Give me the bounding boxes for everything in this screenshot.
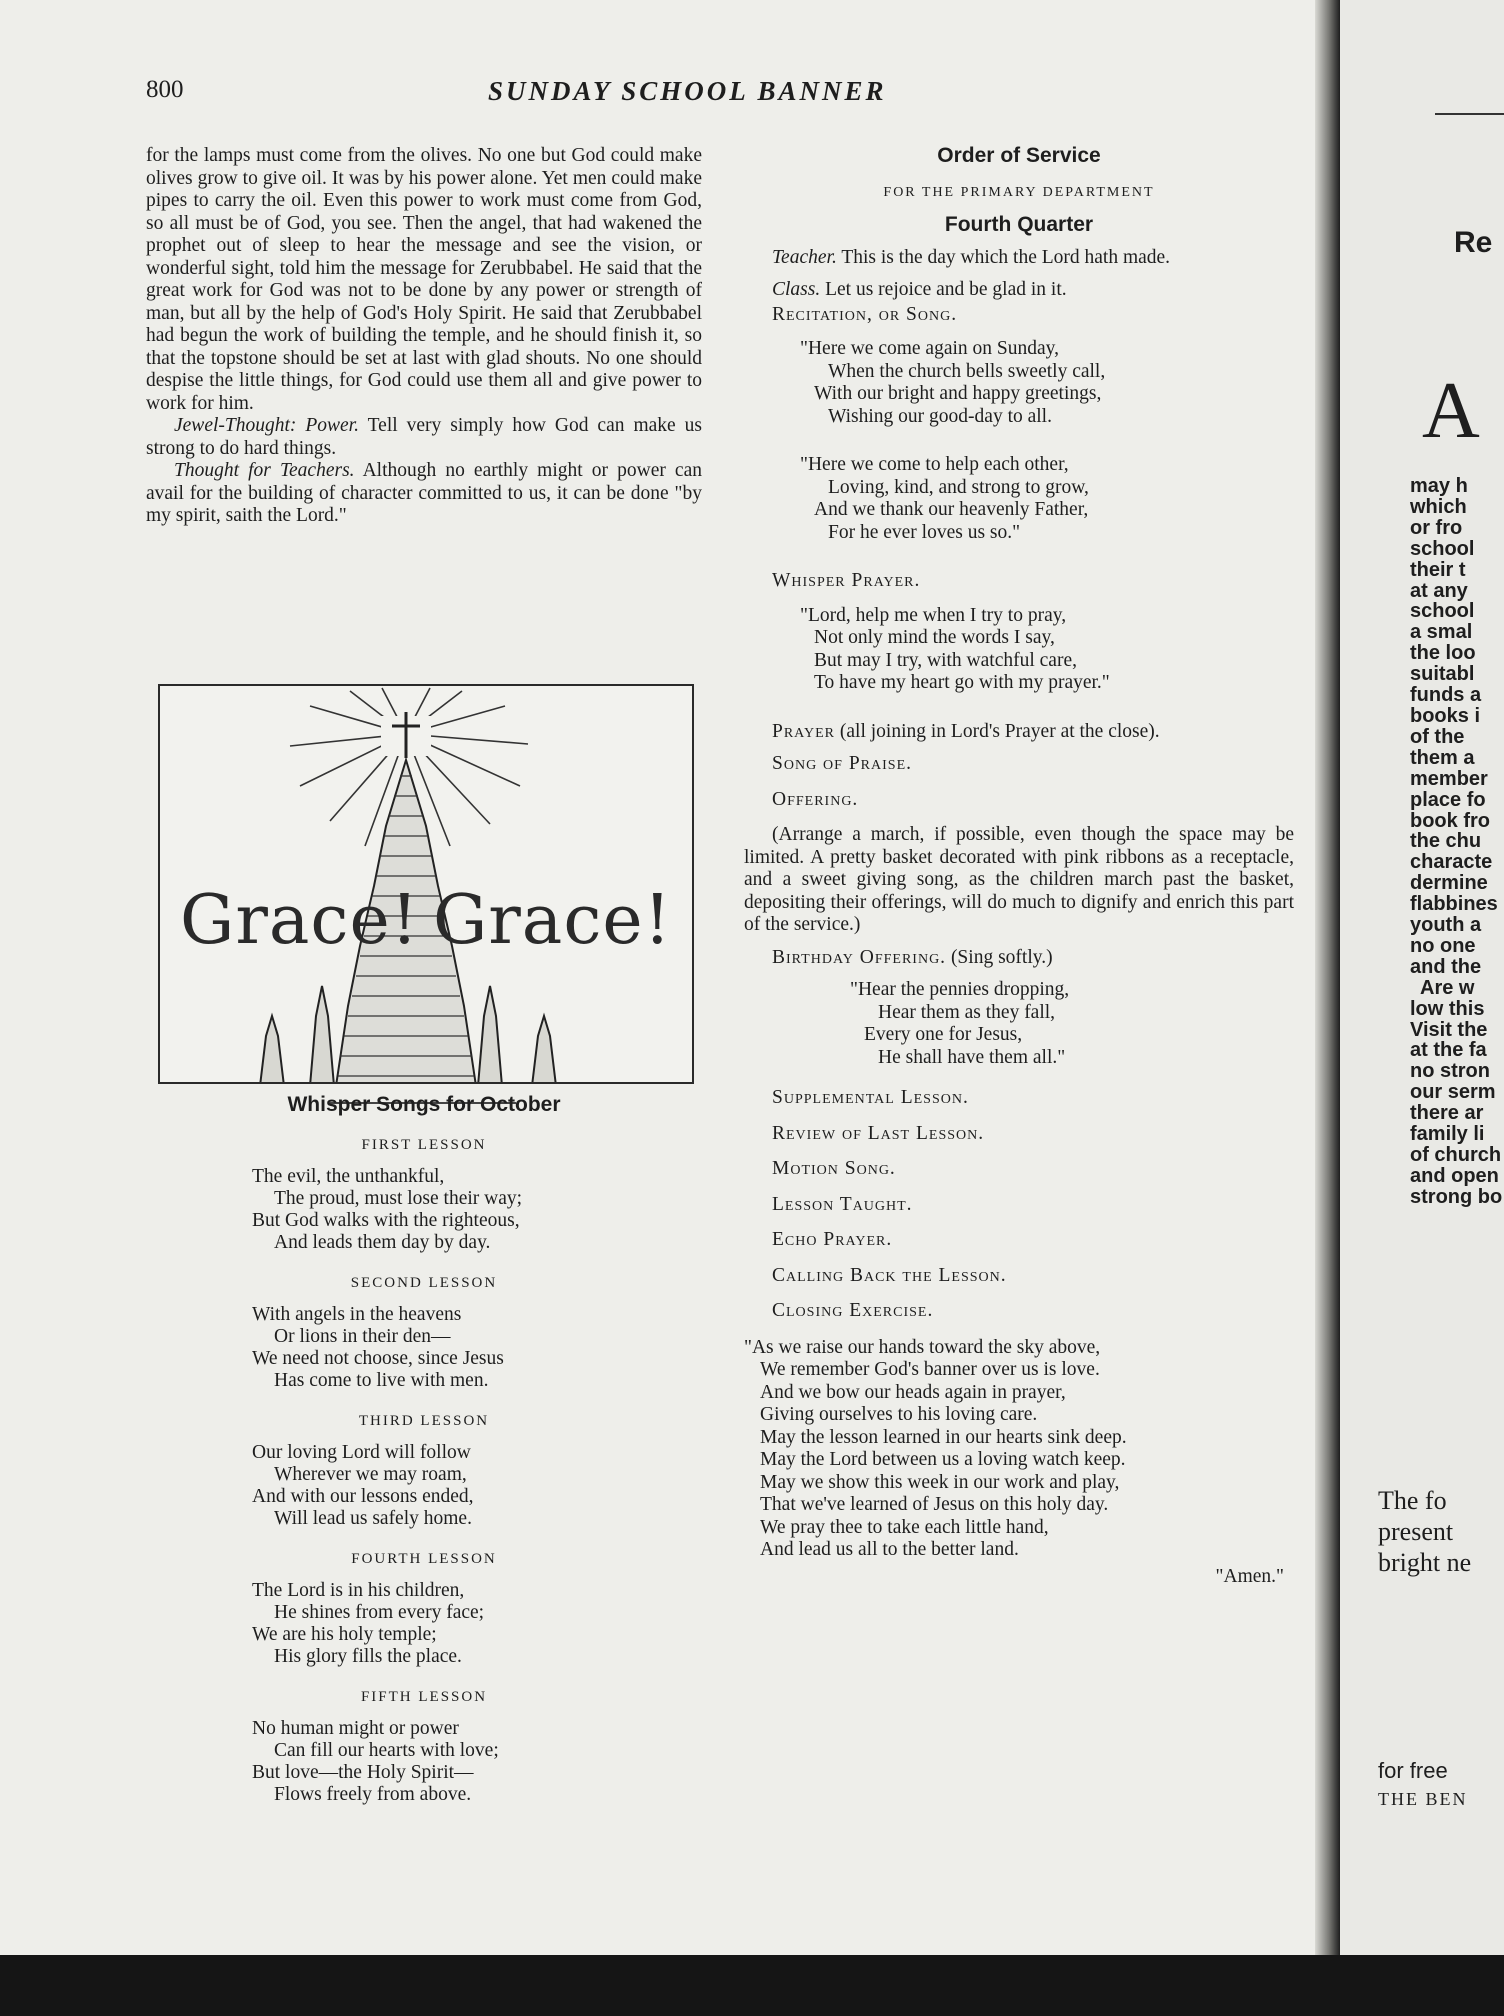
service-item: Lesson Taught. (772, 1193, 913, 1215)
whisper-songs-section (146, 1090, 702, 1824)
jewel-thought-label: Jewel-Thought: Power. (174, 415, 359, 436)
facing-line: may h (1410, 475, 1468, 497)
facing-line: their t (1410, 558, 1466, 581)
facing-line: book fro (1410, 809, 1490, 832)
lesson-heading: FIFTH LESSON (360, 1689, 488, 1705)
poem-line: Loving, kind, and strong to grow, (828, 476, 1089, 498)
facing-line: school (1410, 537, 1475, 560)
poem-pennies (850, 979, 1294, 1069)
book-gutter (1315, 0, 1340, 1960)
order-of-service-title: Order of Service (937, 144, 1101, 167)
quarter-heading: Fourth Quarter (944, 213, 1094, 236)
verse-line: We are his holy temple; (252, 1624, 437, 1645)
poem-line: "Lord, help me when I try to pray, (800, 604, 1067, 626)
song-verse (252, 1580, 702, 1668)
facing-line: The fo (1378, 1486, 1447, 1515)
amen: "Amen." (1215, 1565, 1284, 1587)
lesson-third (146, 1410, 702, 1530)
poem-line: Every one for Jesus, (864, 1024, 1023, 1045)
poem-line: When the church bells sweetly call, (828, 360, 1106, 382)
verse-line: Wherever we may roam, (274, 1464, 467, 1485)
facing-line: of the (1410, 725, 1465, 748)
facing-line: dermine (1410, 872, 1488, 895)
birthday-offering-line (744, 947, 1294, 970)
service-item: Closing Exercise. (772, 1300, 934, 1321)
facing-page-paragraph (1378, 1485, 1471, 1578)
facing-line: Are w (1420, 976, 1475, 999)
teacher-label: Teacher. (772, 246, 837, 268)
poem-line: But may I try, with watchful care, (814, 649, 1077, 671)
poem-line: With our bright and happy greetings, (814, 383, 1102, 404)
poem-line: Hear them as they fall, (878, 1001, 1056, 1023)
poem-line: We pray thee to take each little hand, (760, 1516, 1049, 1538)
poem-line: And lead us all to the better land. (760, 1539, 1019, 1560)
verse-line: The evil, the unthankful, (252, 1166, 445, 1187)
poem-line: And we thank our heavenly Father, (814, 499, 1089, 520)
song-verse (252, 1442, 702, 1530)
service-item: Calling Back the Lesson. (772, 1264, 1007, 1286)
whisper-songs-title: Whisper Songs for October (287, 1093, 561, 1116)
class-text: Let us rejoice and be glad in it. (820, 279, 1067, 300)
verse-line: With angels in the heavens (252, 1304, 462, 1325)
left-column (146, 145, 702, 528)
facing-line: member (1410, 767, 1488, 790)
facing-line: present (1378, 1517, 1454, 1546)
poem-line: For he ever loves us so." (828, 521, 1021, 543)
lesson-fourth (146, 1548, 702, 1668)
song-of-praise-heading: Song of Praise. (772, 753, 912, 774)
facing-line: them a (1410, 746, 1475, 769)
lesson-heading: FOURTH LESSON (351, 1551, 497, 1567)
recitation-heading: Recitation, or Song. (772, 303, 958, 325)
facing-line: and open (1410, 1164, 1499, 1187)
verse-line: Our loving Lord will follow (252, 1442, 471, 1463)
thought-for-teachers (146, 460, 702, 528)
page-number: 800 (146, 76, 184, 103)
birthday-offering-label: Birthday Offering. (772, 946, 947, 968)
verse-line: Can fill our hearts with love; (274, 1740, 499, 1761)
offering-heading: Offering. (772, 788, 859, 810)
poem-line: "As we raise our hands toward the sky above, (744, 1336, 1101, 1358)
facing-line: there ar (1410, 1102, 1484, 1125)
facing-line: at any (1410, 579, 1468, 602)
facing-line: at the fa (1410, 1039, 1487, 1062)
verse-line: The proud, must lose their way; (274, 1188, 523, 1209)
birthday-offering-text: (Sing softly.) (946, 946, 1053, 968)
service-item: Supplemental Lesson. (772, 1087, 969, 1108)
song-verse (252, 1304, 702, 1392)
facing-line: suitabl (1410, 663, 1475, 686)
poem-line: May the Lord between us a loving watch keep. (760, 1449, 1126, 1470)
facing-line: or fro (1410, 516, 1463, 539)
verse-line: But love—the Holy Spirit— (252, 1762, 474, 1783)
facing-line: which (1410, 495, 1467, 518)
facing-line: strong bo (1410, 1185, 1503, 1208)
facing-line: bright ne (1378, 1548, 1472, 1577)
facing-line: no one (1410, 934, 1476, 957)
song-verse (252, 1166, 702, 1254)
poem-line: Wishing our good-day to all. (828, 405, 1052, 427)
facing-line: the chu (1410, 830, 1482, 853)
verse-line: He shines from every face; (274, 1602, 485, 1623)
order-of-service-subtitle: FOR THE PRIMARY DEPARTMENT (883, 184, 1155, 200)
lesson-paragraph: for the lamps must come from the olives. No one but God could make olives grow to give oil. It was by his power alone. Yet men could make pipes to carry the oil. Even this power to work must come from God, so all must be of God, you see. Then the angel, that had wakened the prophet out of sleep to hear the message and see the vision, or wonderful sight, told him the message for Zerubbabel. He said that the great work for God was not to be done by any power or strength of man, but all by the help of God's Holy Spirit. He said that Zerubbabel had begun the work of building the temple, and he should finish it, so that the topstone should be set at last with glad shouts. No one should despise the little things, for God could use them all and give power to work for him. (146, 145, 702, 414)
verse-line: And with our lessons ended, (252, 1486, 474, 1507)
facing-line: flabbines (1410, 893, 1498, 916)
facing-page-drop-cap: A (1422, 367, 1480, 455)
poem-line: That we've learned of Jesus on this holy day. (760, 1494, 1109, 1515)
service-item: Review of Last Lesson. (772, 1122, 985, 1144)
poem-line: "Here we come to help each other, (800, 454, 1069, 475)
lesson-fifth (146, 1686, 702, 1806)
facing-line: books i (1410, 704, 1481, 727)
verse-line: Will lead us safely home. (274, 1508, 472, 1529)
lesson-first (146, 1134, 702, 1254)
lesson-heading: SECOND LESSON (350, 1275, 498, 1291)
thought-for-teachers-label: Thought for Teachers. (174, 460, 355, 481)
facing-line: no stron (1410, 1060, 1490, 1083)
poem-line: "Hear the pennies dropping, (850, 979, 1070, 1000)
poem-line: To have my heart go with my prayer." (814, 672, 1110, 693)
jewel-thought (146, 415, 702, 460)
facing-line: characte (1410, 851, 1493, 874)
grace-illustration (158, 684, 694, 1084)
poem-line: And we bow our heads again in prayer, (760, 1381, 1066, 1403)
prayer-line (744, 721, 1294, 744)
scan-border (0, 1955, 1504, 2016)
verse-line: We need not choose, since Jesus (252, 1348, 504, 1369)
song-verse (252, 1718, 702, 1806)
poem-line: He shall have them all." (878, 1046, 1066, 1068)
verse-line: His glory fills the place. (274, 1646, 462, 1667)
facing-line: of church (1410, 1144, 1502, 1166)
poem-line: May we show this week in our work and play, (760, 1471, 1120, 1493)
facing-line: our serm (1410, 1081, 1496, 1104)
verse-line: And leads them day by day. (274, 1232, 491, 1253)
facing-line: funds a (1410, 684, 1482, 707)
facing-line: a smal (1410, 621, 1473, 644)
facing-page-rule (1435, 113, 1504, 115)
class-line (744, 279, 1294, 302)
facing-page-body (1410, 476, 1502, 1208)
offering-note: (Arrange a march, if possible, even though the space may be limited. A pretty basket decorated with pink ribbons as a receptacle, and a sweet giving song, as the children march past the basket, depositing their offerings, will do much to dignify and enrich this part of the service.) (744, 824, 1294, 935)
verse-line: Has come to live with men. (274, 1370, 489, 1391)
poem-here-we-come (800, 338, 1294, 428)
facing-line: and the (1410, 955, 1482, 978)
lesson-second (146, 1272, 702, 1392)
service-item: Echo Prayer. (772, 1229, 893, 1250)
poem-lord-help-me (800, 605, 1294, 695)
facing-line: place fo (1410, 788, 1486, 811)
facing-line: the loo (1410, 642, 1476, 665)
prayer-label: Prayer (772, 720, 836, 742)
whisper-prayer-heading: Whisper Prayer. (772, 570, 921, 591)
facing-page-fragment (1340, 0, 1504, 1985)
facing-line: THE BEN (1378, 1789, 1468, 1809)
lesson-heading: FIRST LESSON (361, 1137, 487, 1153)
order-of-service (744, 145, 1294, 1588)
closing-poem (744, 1337, 1294, 1562)
grace-word-right: Grace! (432, 881, 672, 960)
facing-line: for free (1378, 1758, 1448, 1783)
facing-page-footer (1378, 1757, 1468, 1813)
facing-line: youth a (1410, 914, 1482, 937)
grace-word-left: Grace! (180, 881, 420, 960)
facing-line: school (1410, 600, 1475, 623)
teacher-line (744, 247, 1294, 270)
jewel-thought-text: Tell very simply how God can make us strong to do hard things. (146, 415, 702, 459)
prayer-text: (all joining in Lord's Prayer at the close). (835, 720, 1160, 742)
verse-line: Or lions in their den— (274, 1326, 451, 1347)
poem-line: May the lesson learned in our hearts sink deep. (760, 1426, 1127, 1448)
thought-for-teachers-text: Although no earthly might or power can avail for the building of character committed to us, it can be done "by my spirit, saith the Lord." (146, 460, 702, 526)
teacher-text: This is the day which the Lord hath made. (836, 246, 1171, 268)
facing-line: Visit the (1410, 1018, 1488, 1041)
poem-help-each-other (800, 454, 1294, 544)
service-item: Motion Song. (772, 1158, 896, 1179)
facing-line: family li (1410, 1123, 1485, 1146)
poem-line: We remember God's banner over us is love. (760, 1359, 1100, 1380)
facing-page-heading: Re (1454, 226, 1493, 259)
verse-line: The Lord is in his children, (252, 1580, 465, 1601)
verse-line: But God walks with the righteous, (252, 1210, 520, 1231)
lesson-heading: THIRD LESSON (358, 1413, 490, 1429)
facing-line: low this (1410, 997, 1485, 1020)
verse-line: No human might or power (252, 1718, 459, 1739)
poem-line: Giving ourselves to his loving care. (760, 1404, 1038, 1425)
class-label: Class. (772, 279, 821, 300)
running-title: SUNDAY SCHOOL BANNER (488, 76, 887, 106)
poem-line: "Here we come again on Sunday, (800, 338, 1060, 359)
verse-line: Flows freely from above. (274, 1784, 472, 1805)
poem-line: Not only mind the words I say, (814, 627, 1055, 648)
